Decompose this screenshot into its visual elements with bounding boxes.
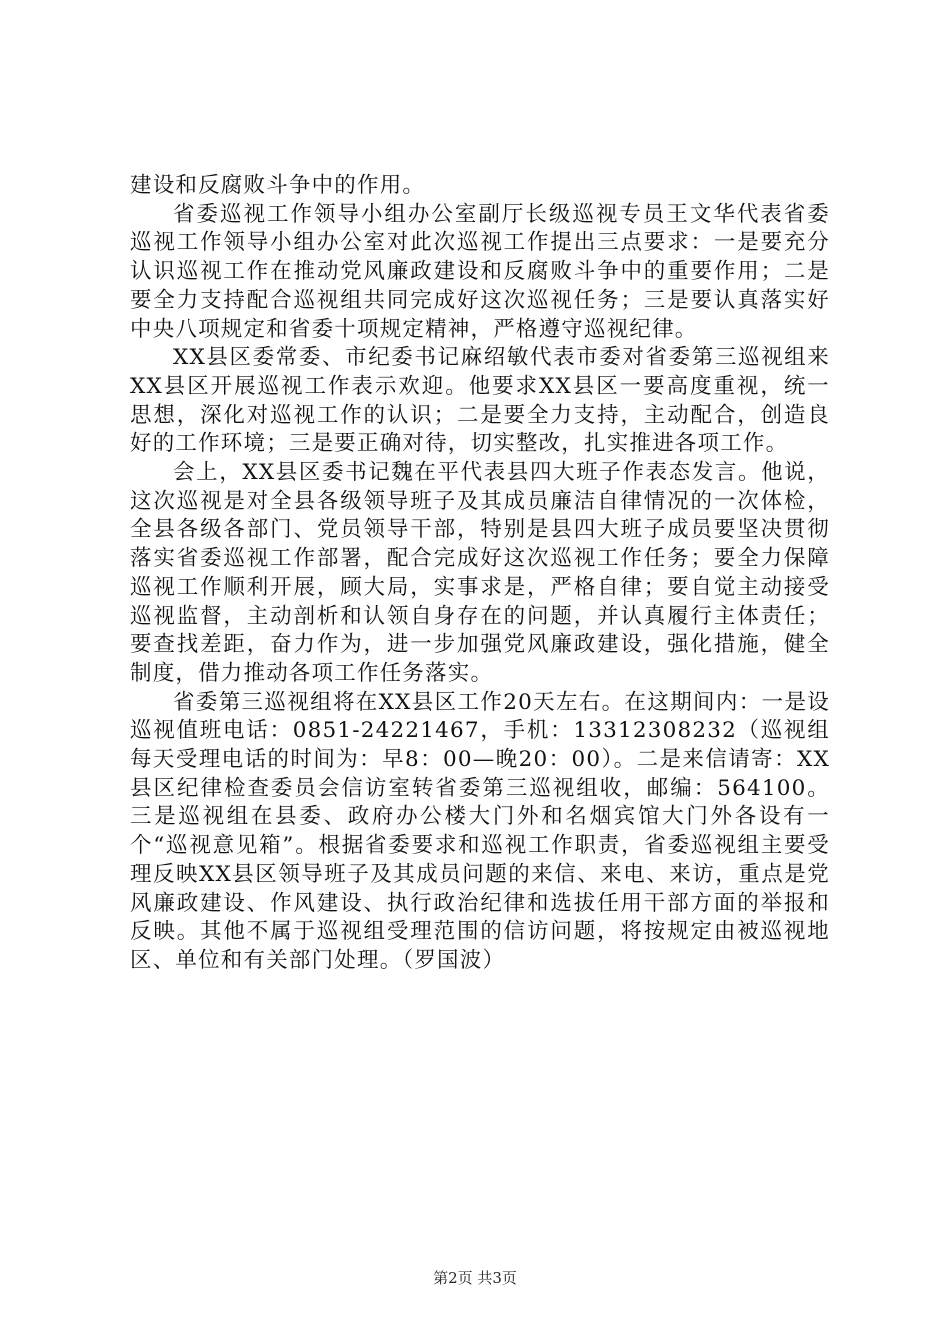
- paragraph-contact-info: 省委第三巡视组将在XX县区工作20天左右。在这期间内：一是设巡视值班电话：0851-24221467，手机：13312308232（巡视组每天受理电话的时间为：早8：00—晚20：00）。二是来信请寄：XX县区纪律检查委员会信访室转省委第三巡视组收，邮编：564100。三是巡视组在县委、政府办公楼大门外和名烟宾馆大门外各设有一个“巡视意见箱”。根据省委要求和巡视工作职责，省委巡视组主要受理反映XX县区领导班子及其成员问题的来信、来电、来访，重点是党风廉政建设、作风建设、执行政治纪律和选拔任用干部方面的举报和反映。其他不属于巡视组受理范围的信访问题，将按规定由被巡视地区、单位和有关部门处理。（罗国波）: [130, 689, 830, 973]
- page-number-footer: 第2页 共3页: [433, 1269, 517, 1287]
- paragraph-statement-speech: 会上，XX县区委书记魏在平代表县四大班子作表态发言。他说，这次巡视是对全县各级领导班子及其成员廉洁自律情况的一次体检，全县各级各部门、党员领导干部，特别是县四大班子成员要坚决贯彻落实省委巡视工作部署，配合完成好这次巡视工作任务；要全力保障巡视工作顺利开展，顾大局，实事求是，严格自律；要自觉主动接受巡视监督，主动剖析和认领自身存在的问题，并认真履行主体责任；要查找差距，奋力作为，进一步加强党风廉政建设，强化措施，健全制度，借力推动各项工作任务落实。: [130, 460, 830, 686]
- paragraph-continuation: 建设和反腐败斗争中的作用。: [130, 173, 426, 198]
- paragraph-welcome-remarks: XX县区委常委、市纪委书记麻绍敏代表市委对省委第三巡视组来XX县区开展巡视工作表示欢迎。他要求XX县区一要高度重视，统一思想，深化对巡视工作的认识；二是要全力支持，主动配合，创造良好的工作环境；三是要正确对待，切实整改，扎实推进各项工作。: [130, 345, 830, 457]
- document-body: [130, 172, 830, 976]
- paragraph-inspection-requirements: 省委巡视工作领导小组办公室副厅长级巡视专员王文华代表省委巡视工作领导小组办公室对此次巡视工作提出三点要求：一是要充分认识巡视工作在推动党风廉政建设和反腐败斗争中的重要作用；二是要全力支持配合巡视组共同完成好这次巡视任务；三是要认真落实好中央八项规定和省委十项规定精神，严格遵守巡视纪律。: [130, 201, 830, 342]
